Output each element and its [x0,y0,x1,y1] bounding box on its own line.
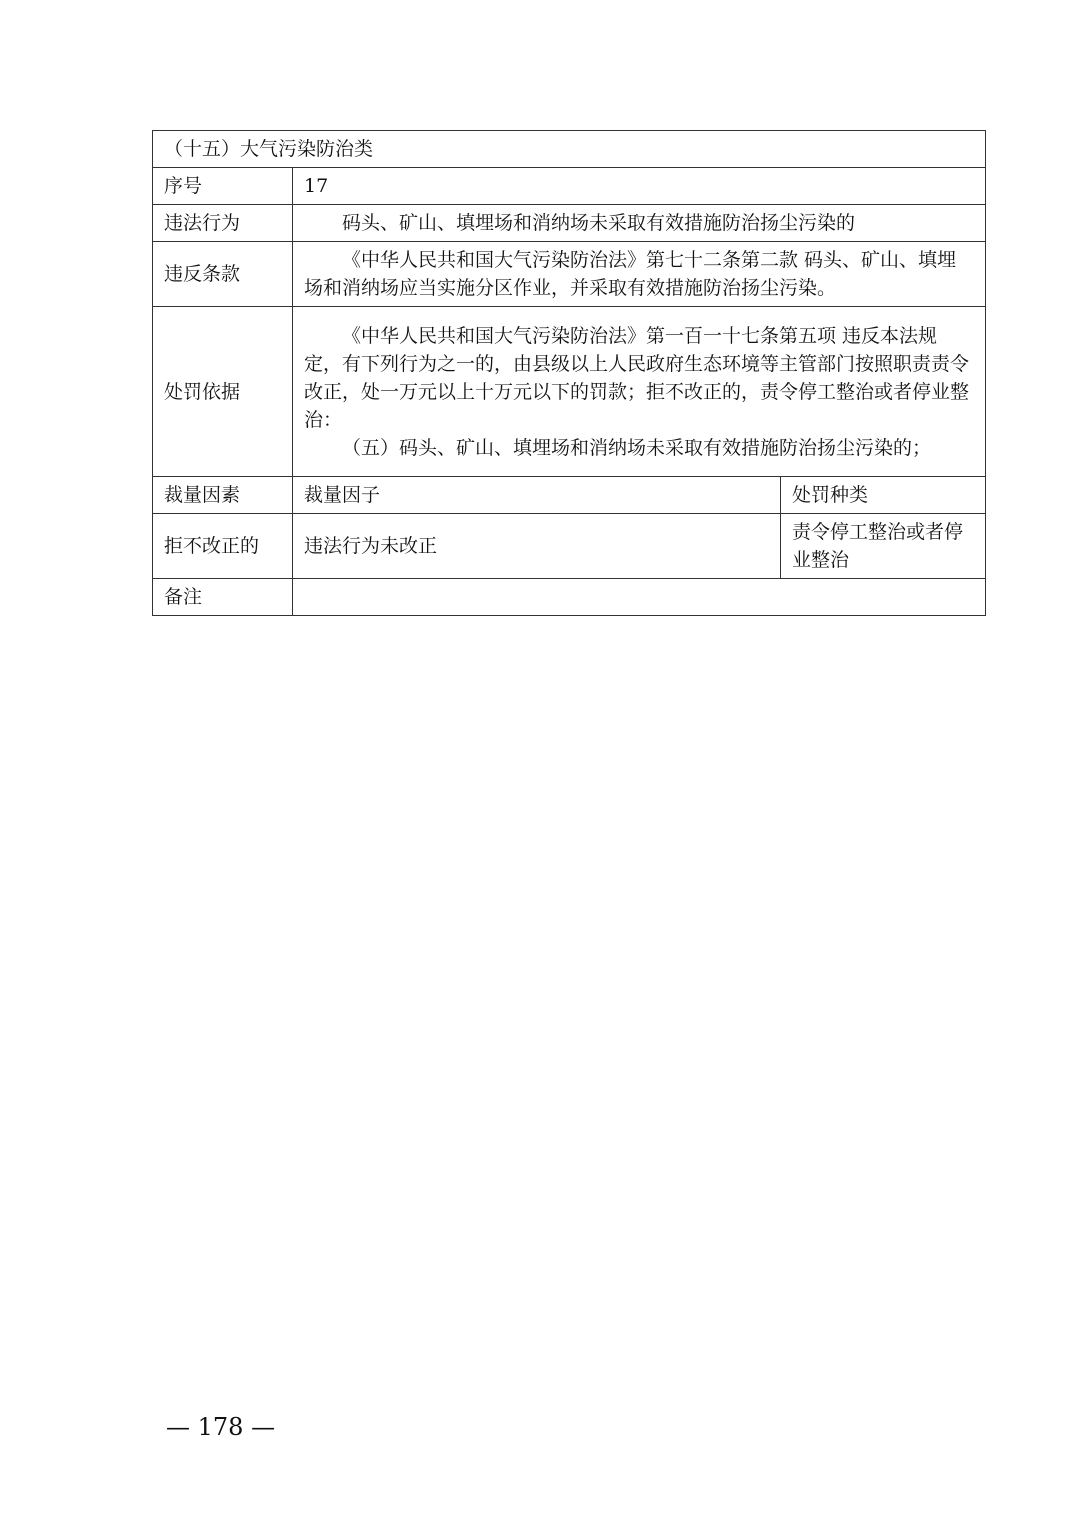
basis-row [153,307,986,477]
penalty-standard-table [152,130,986,616]
basis-item-paragraph: （五）码头、矿山、填埋场和消纳场未采取有效措施防治扬尘污染的； [342,436,932,459]
serial-row [153,168,986,205]
factor-row [153,514,986,579]
clause-row [153,242,986,307]
basis-paragraph: 《中华人民共和国大气污染防治法》第一百一十七条第五项 违反本法规定，有下列行为之一的，由县级以上人民政府生态环境等主管部门按照职责责令改正，处一万元以上十万元以下的罚款；拒不改正的，责令停工整治或者停业整治： [304,324,970,431]
category-title: （十五）大气污染防治类 [153,131,986,168]
clause-value: 《中华人民共和国大气污染防治法》第七十二条第二款 码头、矿山、填埋场和消纳场应当实施分区作业，并采取有效措施防治扬尘污染。 [293,242,986,307]
factor-header-row [153,477,986,514]
factor-row-label: 拒不改正的 [153,514,293,579]
page-number: — 178 — [166,1413,276,1441]
remarks-label: 备注 [153,579,293,616]
factor-header: 裁量因素 [153,477,293,514]
serial-value: 17 [293,168,986,205]
serial-label: 序号 [153,168,293,205]
factor-row-value: 违法行为未改正 [293,514,781,579]
violation-row [153,205,986,242]
factor-row-penalty: 责令停工整治或者停业整治 [781,514,986,579]
remarks-row [153,579,986,616]
basis-value [293,307,986,477]
clause-label: 违反条款 [153,242,293,307]
basis-label: 处罚依据 [153,307,293,477]
factor-sub-header: 裁量因子 [293,477,781,514]
penalty-type-header: 处罚种类 [781,477,986,514]
violation-label: 违法行为 [153,205,293,242]
violation-value: 码头、矿山、填埋场和消纳场未采取有效措施防治扬尘污染的 [293,205,986,242]
remarks-value [293,579,986,616]
category-row [153,131,986,168]
